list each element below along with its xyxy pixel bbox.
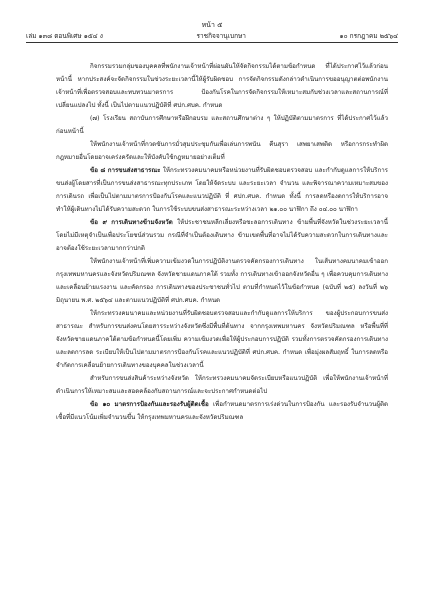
paragraph: กิจกรรมรวมกลุ่มของบุคคลที่พนักงานเจ้าหน้าที่ผ่อนผันให้จัดกิจกรรมได้ตามข้อกำหนด ที่ได้ประกาศไว้แล้วก่อนหน้านี้ หากประสงค์จะจัดกิจกรรมในช่วงระยะเวลานี้ให้ผู้รับผิดชอบ การจัดกิจกรรมดังกล่าวดำเนินการขออนุญาตต่อพนักงานเจ้าหน้าที่เพื่อตรวจสอบและทบทวนมาตรการ ป้องกันโรคในการจัดกิจกรรมให้เหมาะสมกับช่วงเวลาและสถานการณ์ที่เปลี่ยนแปลงไป ทั้งนี้ เป็นไปตามแนวปฏิบัติที่ ศปก.ศบค. กำหนด bbox=[56, 63, 388, 109]
page-header bbox=[26, 21, 398, 43]
volume-label: เล่ม ๑๓๘ ตอนพิเศษ ๑๕๔ ง bbox=[26, 32, 103, 40]
header-rule bbox=[26, 42, 398, 43]
paragraph: ให้พนักงานเจ้าหน้าที่เพิ่มความเข้มงวดในการปฏิบัติงานตรวจคัดกรองการเดินทาง ในเส้นทางคมนาคมเข้าออกกรุงเทพมหานครและจังหวัดปริมณฑล จังหวัดชายแดนภาคใต้ รวมทั้ง การเดินทางเข้าออกจังหวัดอื่น ๆ เพื่อควบคุมการเดินทางและเคลื่อนย้ายแรงงาน และคัดกรอง การเดินทางของประชาชนทั่วไป ตามที่กำหนดไว้ในข้อกำหนด (ฉบับที่ ๒๕) ลงวันที่ ๒๖ มิถุนายน พ.ศ. ๒๕๖๔ และตามแนวปฏิบัติที่ ศปก.ศบค. กำหนด bbox=[56, 258, 388, 304]
paragraph: สำหรับการขนส่งสินค้าระหว่างจังหวัด ให้กระทรวงคมนาคมจัดระเบียบหรือแนวปฏิบัติ เพื่อให้พนักงานเจ้าหน้าที่ดำเนินการให้เหมาะสมและสอดคล้องกับสถานการณ์และจะประกาศกำหนดต่อไป bbox=[56, 375, 388, 395]
section-paragraph: ข้อ ๙ การเดินทางข้ามจังหวัด ให้ประชาชนหลีกเลี่ยงหรือชะลอการเดินทาง ข้ามพื้นที่จังหวัดในช่วงระยะเวลานี้โดยไม่มีเหตุจำเป็นเพื่อประโยชน์ส่วนรวม กรณีที่จำเป็นต้องเดินทาง ข้ามเขตพื้นที่อาจไม่ได้รับความสะดวกในการเดินทางและอาจต้องใช้ระยะเวลามากกว่าปกติ bbox=[56, 219, 388, 252]
paragraph: ให้พนักงานเจ้าหน้าที่กวดขันการมั่วสุมประชุมกันเพื่อเล่นการพนัน คืนสุรา เสพยาเสพติด หรือการกระทำผิดกฎหมายอื่นโดยอาจเคร่งครัดและให้บังคับใช้กฎหมายอย่างเต็มที่ bbox=[56, 141, 388, 161]
publication-date: ๑๐ กรกฎาคม ๒๕๖๔ bbox=[339, 32, 398, 40]
section-title: การขนส่งสาธารณะ bbox=[107, 167, 161, 174]
section-paragraph: ข้อ ๘ การขนส่งสาธารณะ ให้กระทรวงคมนาคมหรือหน่วยงานที่รับผิดชอบตรวจสอบ และกำกับดูแลการให้บริการขนส่งผู้โดยสารที่เป็นการขนส่งสาธารณะทุกประเภท โดยให้จัดระบบ และระยะเวลา จำนวน และพิจารณาความเหมาะสมของการเดินรถ เพื่อเป็นไปตามมาตรการป้องกันโรคและแนวปฏิบัติ ที่ ศปก.ศบค. กำหนด ทั้งนี้ การลดหรืองดการให้บริการอาจทำให้ผู้เดินทางไม่ได้รับความสะดวก ในการใช้ระบบขนส่งสาธารณะระหว่างเวลา ๒๑.๐๐ นาฬิกา ถึง ๐๔.๐๐ นาฬิกา bbox=[56, 167, 388, 213]
paragraph: (๗) โรงเรียน สถาบันการศึกษาหรือฝึกอบรม และสถานศึกษาต่าง ๆ ให้ปฏิบัติตามมาตรการ ที่ได้ประกาศไว้แล้วก่อนหน้านี้ bbox=[56, 115, 388, 135]
document-body bbox=[56, 60, 388, 424]
section-number: ข้อ ๑๐ bbox=[90, 401, 111, 408]
section-number: ข้อ ๙ bbox=[90, 219, 107, 226]
section-title: การเดินทางข้ามจังหวัด bbox=[111, 219, 173, 226]
gazette-name: ราชกิจจานุเบกษา bbox=[196, 32, 246, 40]
paragraph: ให้กระทรวงคมนาคมและหน่วยงานที่รับผิดชอบตรวจสอบและกำกับดูแลการให้บริการ ของผู้ประกอบการขนส่งสาธารณะ สำหรับการขนส่งคนโดยสารระหว่างจังหวัดซึ่งมีพื้นที่ต้นทาง จากกรุงเทพมหานคร จังหวัดปริมณฑล หรือพื้นที่ที่จังหวัดชายแดนภาคใต้ตามข้อกำหนดนี้โดยเพิ่ม ความเข้มงวดเพื่อให้ผู้ประกอบการปฏิบัติ รวมทั้งการตรวจคัดกรองการเดินทาง และลดการลด ระเบียบให้เป็นไปตามมาตรการป้องกันโรคและแนวปฏิบัติที่ ศปก.ศบค. กำหนด เพื่อมุ่งผลสัมฤทธิ์ ในการลดหรือจำกัดการเคลื่อนย้ายการเดินทางของบุคคลในช่วงเวลานี้ bbox=[56, 310, 388, 369]
gazette-meta bbox=[26, 32, 398, 41]
section-title: มาตรการป้องกันและรองรับผู้ติดเชื้อ bbox=[114, 401, 209, 408]
section-number: ข้อ ๘ bbox=[90, 167, 106, 174]
page-number: หน้า ๕ bbox=[201, 21, 223, 29]
section-paragraph: ข้อ ๑๐ มาตรการป้องกันและรองรับผู้ติดเชื้อ เพื่อกำหนดมาตรการเร่งด่วนในการป้องกัน และรองรับจำนวนผู้ติดเชื้อที่มีแนวโน้มเพิ่มจำนวนขึ้น ให้กรุงเทพมหานครและจังหวัดปริมณฑล bbox=[56, 401, 389, 421]
